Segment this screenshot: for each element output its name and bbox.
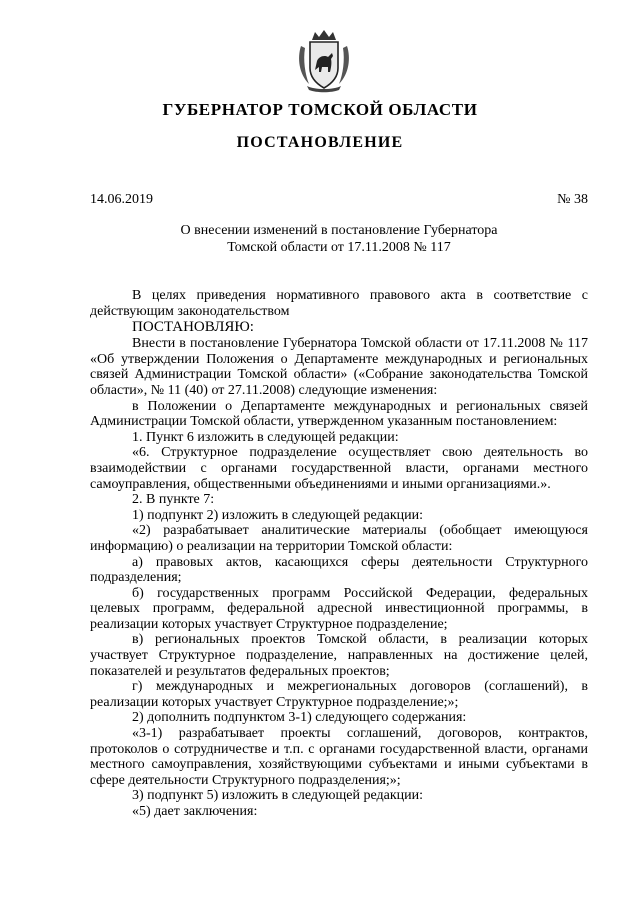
body-paragraph: 1. Пункт 6 изложить в следующей редакции: xyxy=(132,429,399,445)
document-body xyxy=(90,288,588,820)
body-paragraph: «5) дает заключения: xyxy=(132,804,258,819)
document-subject xyxy=(90,222,588,256)
subject-line: Томской области от 17.11.2008 № 117 xyxy=(227,240,451,255)
document-date: 14.06.2019 xyxy=(90,192,153,207)
body-paragraph: «3-1) разрабатывает проекты соглашений, договоров, контрактов, протоколов о сотрудничестве и т.п. с органами государственной власти, органами местного самоуправления, хозяйствующими субъектами и иными субъектами в сфере деятельности Структурного подразделения;»; xyxy=(90,726,588,788)
decree-keyword: ПОСТАНОВЛЯЮ: xyxy=(132,319,254,336)
body-paragraph: 3) подпункт 5) изложить в следующей редакции: xyxy=(132,788,424,804)
subject-line: О внесении изменений в постановление Губернатора xyxy=(180,223,498,238)
issuer-title: ГУБЕРНАТОР ТОМСКОЙ ОБЛАСТИ xyxy=(162,100,478,119)
body-paragraph: 2. В пункте 7: xyxy=(132,492,215,508)
body-paragraph: «6. Структурное подразделение осуществляет свою деятельность во взаимодействии с органами государственной власти, органами местного самоуправления, общественными объединениями и иными организациями.». xyxy=(90,445,588,492)
coat-of-arms-icon xyxy=(295,28,353,94)
body-paragraph: 1) подпункт 2) изложить в следующей редакции: xyxy=(132,507,424,523)
body-paragraph: В целях приведения нормативного правового акта в соответствие с действующим законодательством xyxy=(90,288,588,319)
document-number: № 38 xyxy=(557,192,588,207)
body-paragraph: в) региональных проектов Томской области, в реализации которых участвует Структурное подразделение, направленных на достижение целей, показателей и результатов федеральных проектов; xyxy=(90,632,588,679)
body-paragraph: б) государственных программ Российской Федерации, федеральных целевых программ, федеральной адресной инвестиционной программы, в реализации которых участвует Структурное подразделение; xyxy=(90,585,588,632)
body-paragraph: «2) разрабатывает аналитические материалы (обобщает имеющуюся информацию) о реализации на территории Томской области: xyxy=(90,523,588,554)
body-paragraph: г) международных и межрегиональных договоров (соглашений), в реализации которых участвует Структурное подразделение;»; xyxy=(90,679,588,710)
body-paragraph: а) правовых актов, касающихся сферы деятельности Структурного подразделения; xyxy=(90,554,588,586)
body-paragraph: Внести в постановление Губернатора Томской области от 17.11.2008 № 117 «Об утверждении Положения о Департаменте международных и региональных связей Администрации Томской области» («Собрание законодательства Томской области», № 11 (40) от 27.11.2008) следующие изменения: xyxy=(90,336,588,398)
body-paragraph: в Положении о Департаменте международных и региональных связей Администрации Томской области, утвержденном указанным постановлением: xyxy=(90,398,588,430)
document-type: ПОСТАНОВЛЕНИЕ xyxy=(236,134,404,151)
body-paragraph: 2) дополнить подпунктом 3-1) следующего содержания: xyxy=(132,710,467,726)
